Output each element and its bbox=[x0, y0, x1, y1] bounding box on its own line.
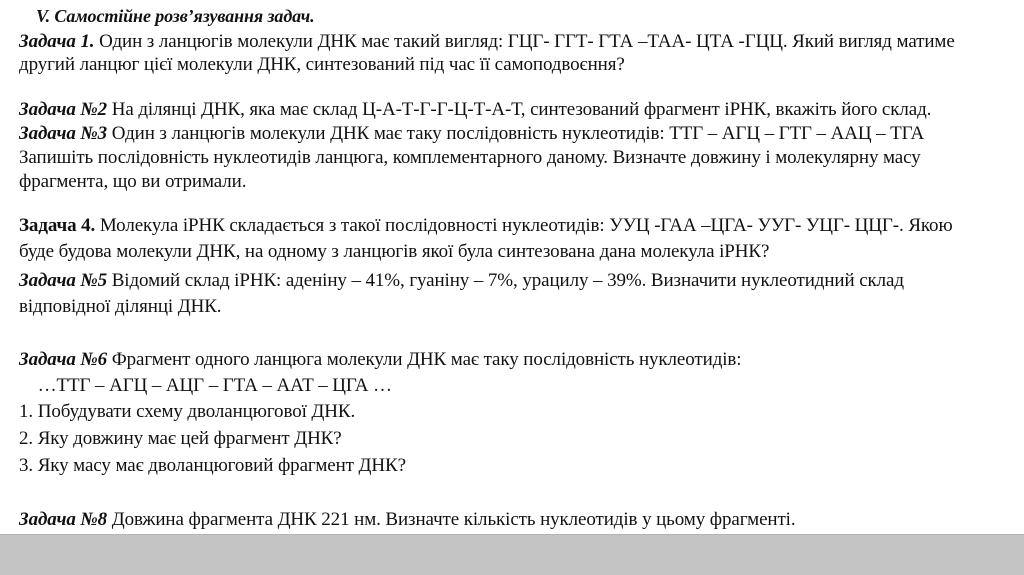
task6-label: Задача №6 bbox=[19, 349, 108, 370]
task4-line1 bbox=[19, 215, 953, 237]
task4-line2: буде будова молекули ДНК, на одному з ланцюгів якої була синтезована дана молекула іРНК? bbox=[19, 241, 770, 262]
task5-text1: Відомий склад іРНК: аденіну – 41%, гуаніну – 7%, урацилу – 39%. Визначити нуклеотидний склад bbox=[107, 270, 904, 291]
task5-line1 bbox=[19, 270, 904, 292]
task4-label: Задача 4. bbox=[19, 215, 96, 236]
task6-question1: 1. Побудувати схему дволанцюгової ДНК. bbox=[19, 401, 356, 422]
task6-sequence: …ТТГ – АГЦ – АЦГ – ГТА – ААТ – ЦГА … bbox=[19, 375, 392, 396]
task3-line1 bbox=[19, 123, 924, 145]
task2-text1: На ділянці ДНК, яка має склад Ц-А-Т-Г-Г-Ц-Т-А-Т, синтезований фрагмент іРНК, вкажіть його склад. bbox=[107, 99, 932, 120]
task6-text1: Фрагмент одного ланцюга молекули ДНК має таку послідовність нуклеотидів: bbox=[107, 349, 742, 370]
task6-question2: 2. Яку довжину має цей фрагмент ДНК? bbox=[19, 428, 342, 449]
section-heading: V. Самостійне розв’язування задач. bbox=[36, 6, 315, 26]
task8-text1: Довжина фрагмента ДНК 221 нм. Визначте кількість нуклеотидів у цьому фрагменті. bbox=[107, 509, 796, 530]
task5-line2: відповідної ділянці ДНК. bbox=[19, 296, 222, 317]
task6-question3: 3. Яку масу має дволанцюговий фрагмент ДНК? bbox=[19, 455, 406, 476]
task3-text1: Один з ланцюгів молекули ДНК має таку послідовність нуклеотидів: ТТГ – АГЦ – ГТГ – ААЦ – ТГА bbox=[107, 123, 925, 144]
task1-line2: другий ланцюг цієї молекули ДНК, синтезований під час її самоподвоєння? bbox=[19, 54, 625, 75]
task8-label: Задача №8 bbox=[19, 509, 108, 530]
task3-label: Задача №3 bbox=[19, 123, 108, 144]
task3-line2: Запишіть послідовність нуклеотидів ланцюга, комплементарного даному. Визначте довжину і молекулярну масу bbox=[19, 147, 921, 168]
task4-text1: Молекула іРНК складається з такої послідовності нуклеотидів: УУЦ -ГАА –ЦГА- УУГ- УЦГ- ЦЦГ-. Якою bbox=[95, 215, 953, 236]
task2-label: Задача №2 bbox=[19, 99, 108, 120]
task1-line1 bbox=[19, 31, 955, 53]
task6-line1 bbox=[19, 349, 742, 371]
task8-line1 bbox=[19, 509, 796, 531]
footer-strip bbox=[0, 534, 1024, 575]
task3-line3: фрагмента, що ви отримали. bbox=[19, 171, 247, 192]
task5-label: Задача №5 bbox=[19, 270, 108, 291]
task1-label: Задача 1. bbox=[19, 31, 95, 52]
task2-line1 bbox=[19, 99, 931, 121]
task1-text1: Один з ланцюгів молекули ДНК має такий вигляд: ГЦГ- ГГТ- ГТА –ТАА- ЦТА -ГЦЦ. Який вигляд матиме bbox=[94, 31, 955, 52]
